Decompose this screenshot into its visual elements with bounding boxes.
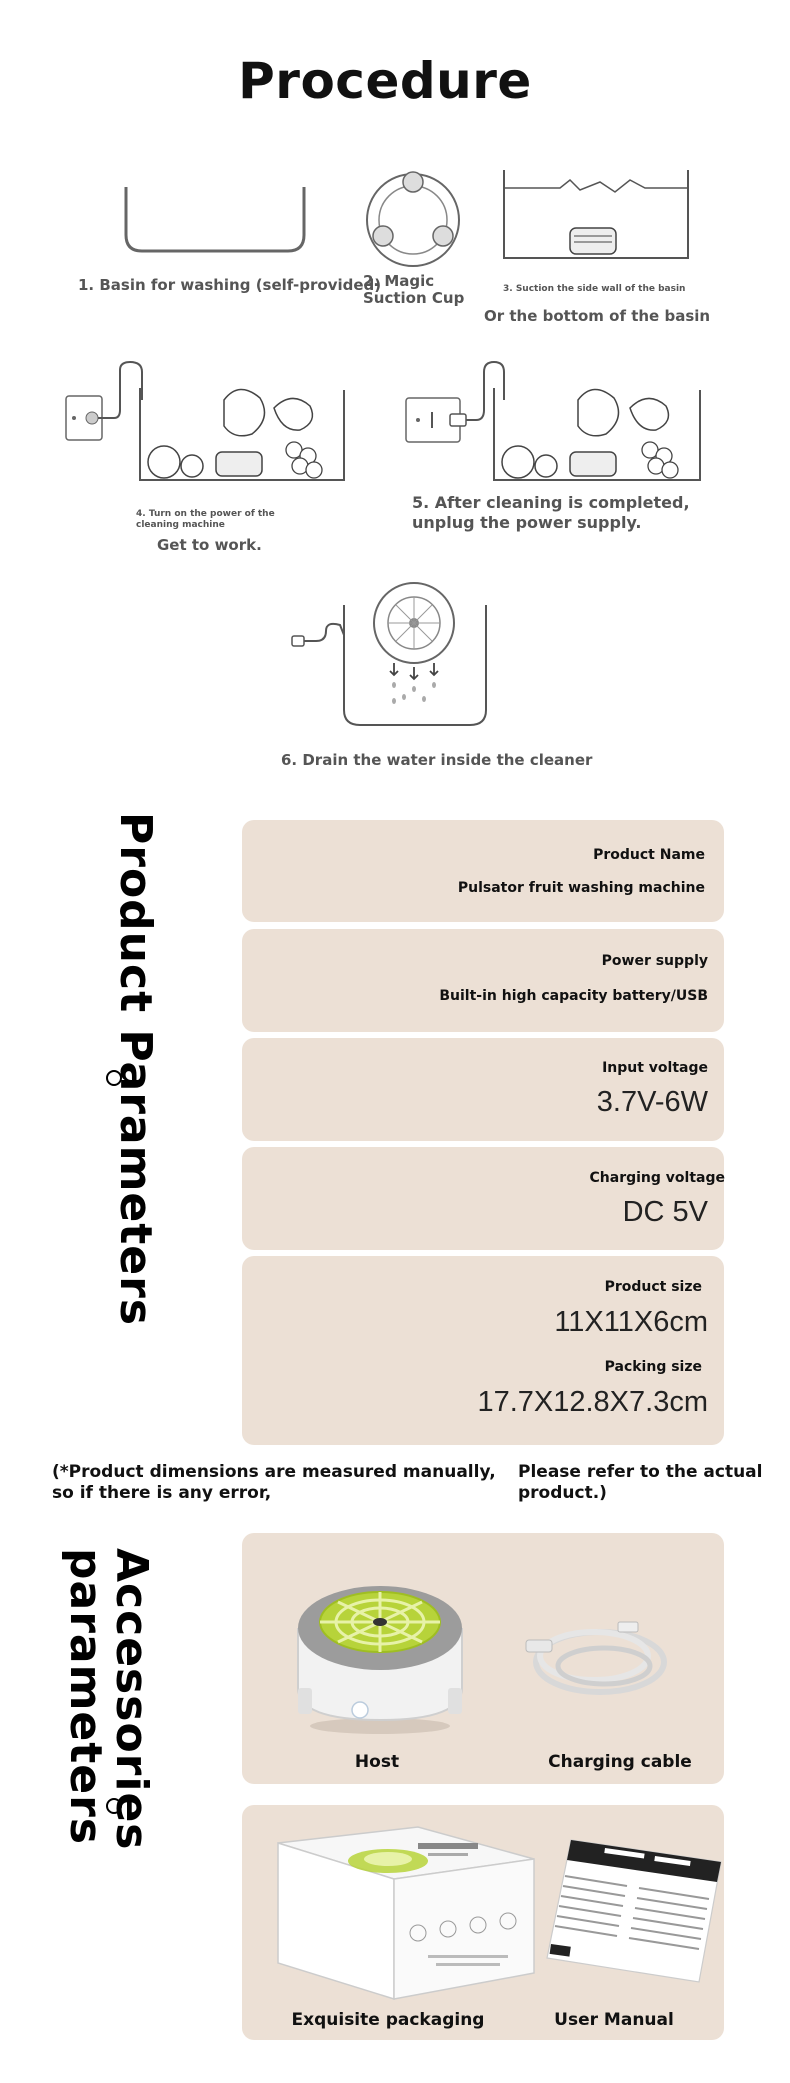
- param-label-product-name: Product Name: [593, 847, 705, 863]
- param-value-packing-size: 17.7X12.8X7.3cm: [477, 1386, 708, 1418]
- step-2-label: 2. Magic Suction Cup: [363, 272, 465, 307]
- accessories-title: Accessories parameters: [60, 1548, 157, 1851]
- drain-water-illustration: [290, 575, 490, 730]
- param-value-product-name: Pulsator fruit washing machine: [457, 880, 705, 896]
- param-label-input-voltage: Input voltage: [602, 1060, 708, 1076]
- step-4-label: 4. Turn on the power of the cleaning machine: [136, 509, 275, 530]
- dimension-note-left: (*Product dimensions are measured manually, so if there is any error,: [52, 1462, 496, 1503]
- bullet-circle: [106, 1798, 122, 1814]
- user-manual-image: [545, 1836, 725, 1986]
- accessories-title-block: [58, 1548, 157, 1851]
- basin-illustration: [120, 185, 310, 255]
- accessory-label-exquisite-packaging: Exquisite packaging: [291, 2010, 485, 2030]
- accessory-label-charging-cable: Charging cable: [548, 1752, 692, 1772]
- step-3-label: 3. Suction the side wall of the basin: [503, 284, 686, 294]
- suction-cup-illustration: [363, 170, 463, 270]
- plugged-in-cleaning-illustration: [64, 360, 354, 490]
- accessory-label-host: Host: [354, 1752, 400, 1772]
- product-parameters-title: Product Parameters: [110, 812, 161, 1327]
- step-4-sub-label: Get to work.: [157, 536, 262, 554]
- param-label-charging-voltage: Charging voltage: [589, 1170, 725, 1186]
- host-product-image: [280, 1548, 480, 1738]
- param-value-product-size: 11X11X6cm: [554, 1306, 708, 1338]
- procedure-title: Procedure: [238, 52, 532, 110]
- step-3-sub-label: Or the bottom of the basin: [484, 307, 711, 325]
- dimension-note-right: Please refer to the actual product.): [518, 1462, 763, 1503]
- bullet-circle: [106, 1070, 122, 1086]
- param-label-product-size: Product size: [604, 1279, 702, 1295]
- step-1-label: 1. Basin for washing (self-provided): [78, 276, 382, 294]
- param-card-power-supply: [242, 929, 724, 1032]
- product-parameters-title-block: [62, 812, 161, 1327]
- packaging-box-image: [268, 1823, 544, 2003]
- accessory-label-user-manual: User Manual: [554, 2010, 674, 2030]
- step-5-label: 5. After cleaning is completed, unplug the power supply.: [412, 493, 690, 532]
- param-value-charging-voltage: DC 5V: [622, 1196, 708, 1228]
- charging-cable-image: [522, 1610, 672, 1700]
- param-value-input-voltage: 3.7V-6W: [596, 1086, 708, 1118]
- param-card-product-name: [242, 820, 724, 922]
- param-label-packing-size: Packing size: [604, 1359, 702, 1375]
- unplugged-illustration: [404, 360, 714, 490]
- basin-with-cleaner-illustration: [500, 168, 692, 264]
- param-label-power-supply: Power supply: [601, 953, 708, 969]
- step-6-label: 6. Drain the water inside the cleaner: [281, 751, 593, 769]
- param-value-power-supply: Built-in high capacity battery/USB: [439, 988, 708, 1004]
